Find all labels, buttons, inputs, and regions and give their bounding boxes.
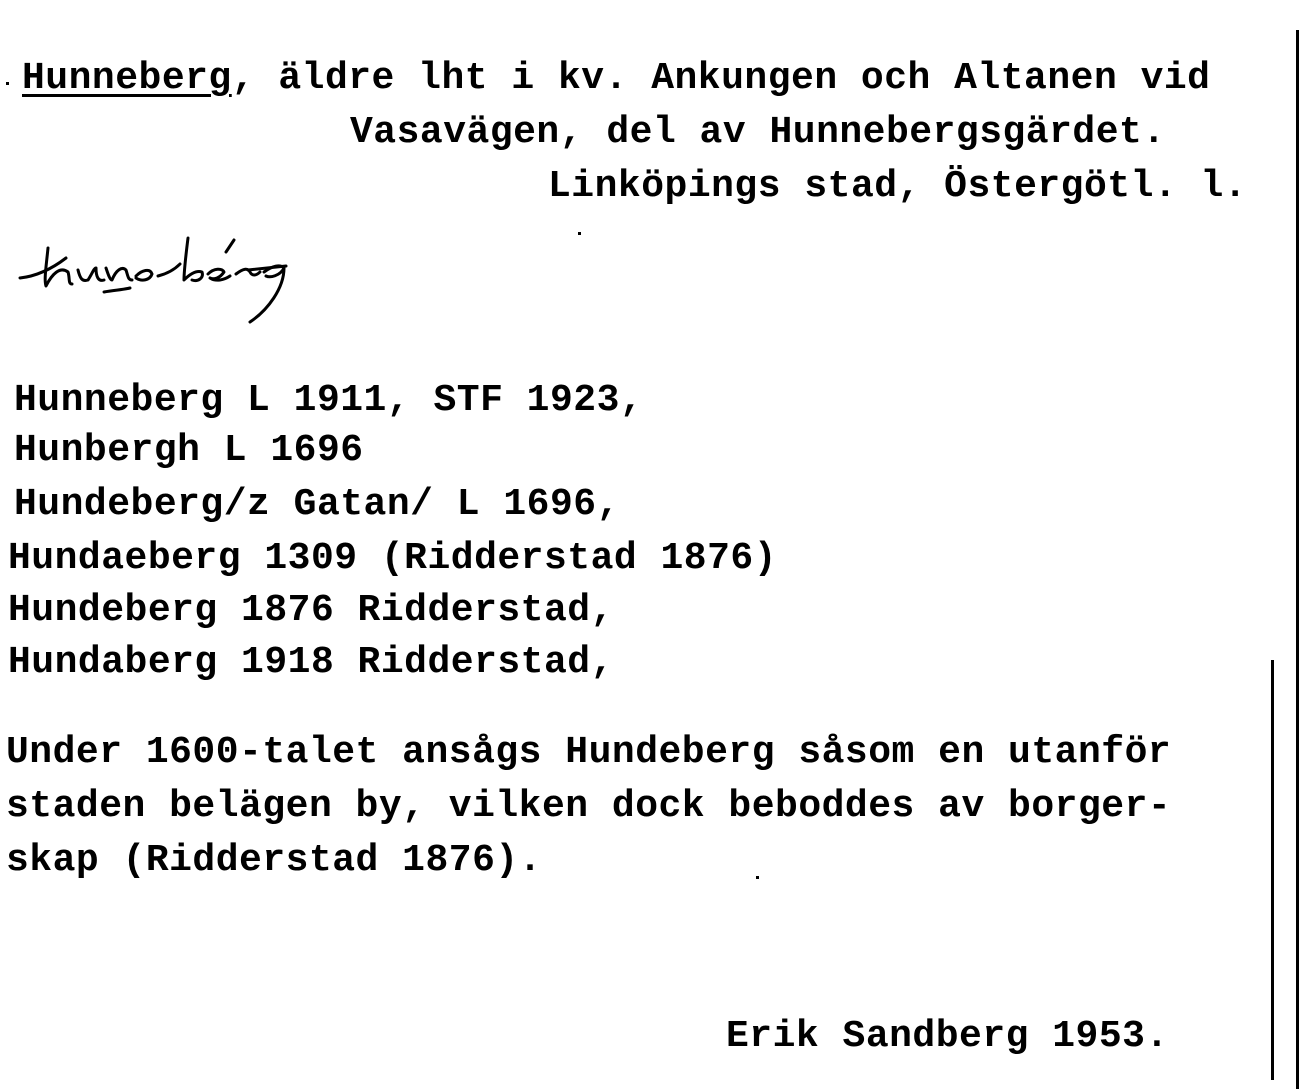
form-line-4: Hundaeberg 1309 (Ridderstad 1876) — [8, 537, 778, 580]
card-right-edge — [1296, 30, 1299, 1089]
note-line-1: Under 1600-talet ansågs Hundeberg såsom en utanför — [6, 731, 1172, 774]
header-line-3: Linköpings stad, Östergötl. l. — [548, 165, 1248, 208]
form-line-3: Hundeberg/z Gatan/ L 1696, — [14, 483, 620, 526]
header-line-1 — [22, 57, 1211, 100]
note-line-3: skap (Ridderstad 1876). — [6, 839, 542, 882]
form-line-6: Hundaberg 1918 Ridderstad, — [8, 641, 614, 684]
speck — [6, 82, 9, 85]
form-line-5: Hundeberg 1876 Ridderstad, — [8, 589, 614, 632]
form-line-2: Hunbergh L 1696 — [14, 429, 364, 472]
handwritten-pronunciation — [18, 218, 398, 328]
speck — [756, 876, 759, 879]
card-inner-edge — [1271, 660, 1274, 1080]
place-name: Hunneberg — [22, 57, 232, 100]
form-line-1: Hunneberg L 1911, STF 1923, — [14, 379, 644, 422]
author-signature: Erik Sandberg 1953. — [726, 1015, 1169, 1058]
place-description: , äldre lht i kv. Ankungen och Altanen vid — [231, 57, 1211, 100]
header-line-2: Vasavägen, del av Hunnebergsgärdet. — [350, 111, 1166, 154]
note-line-2: staden belägen by, vilken dock beboddes av borger- — [6, 785, 1172, 828]
speck — [578, 232, 581, 235]
